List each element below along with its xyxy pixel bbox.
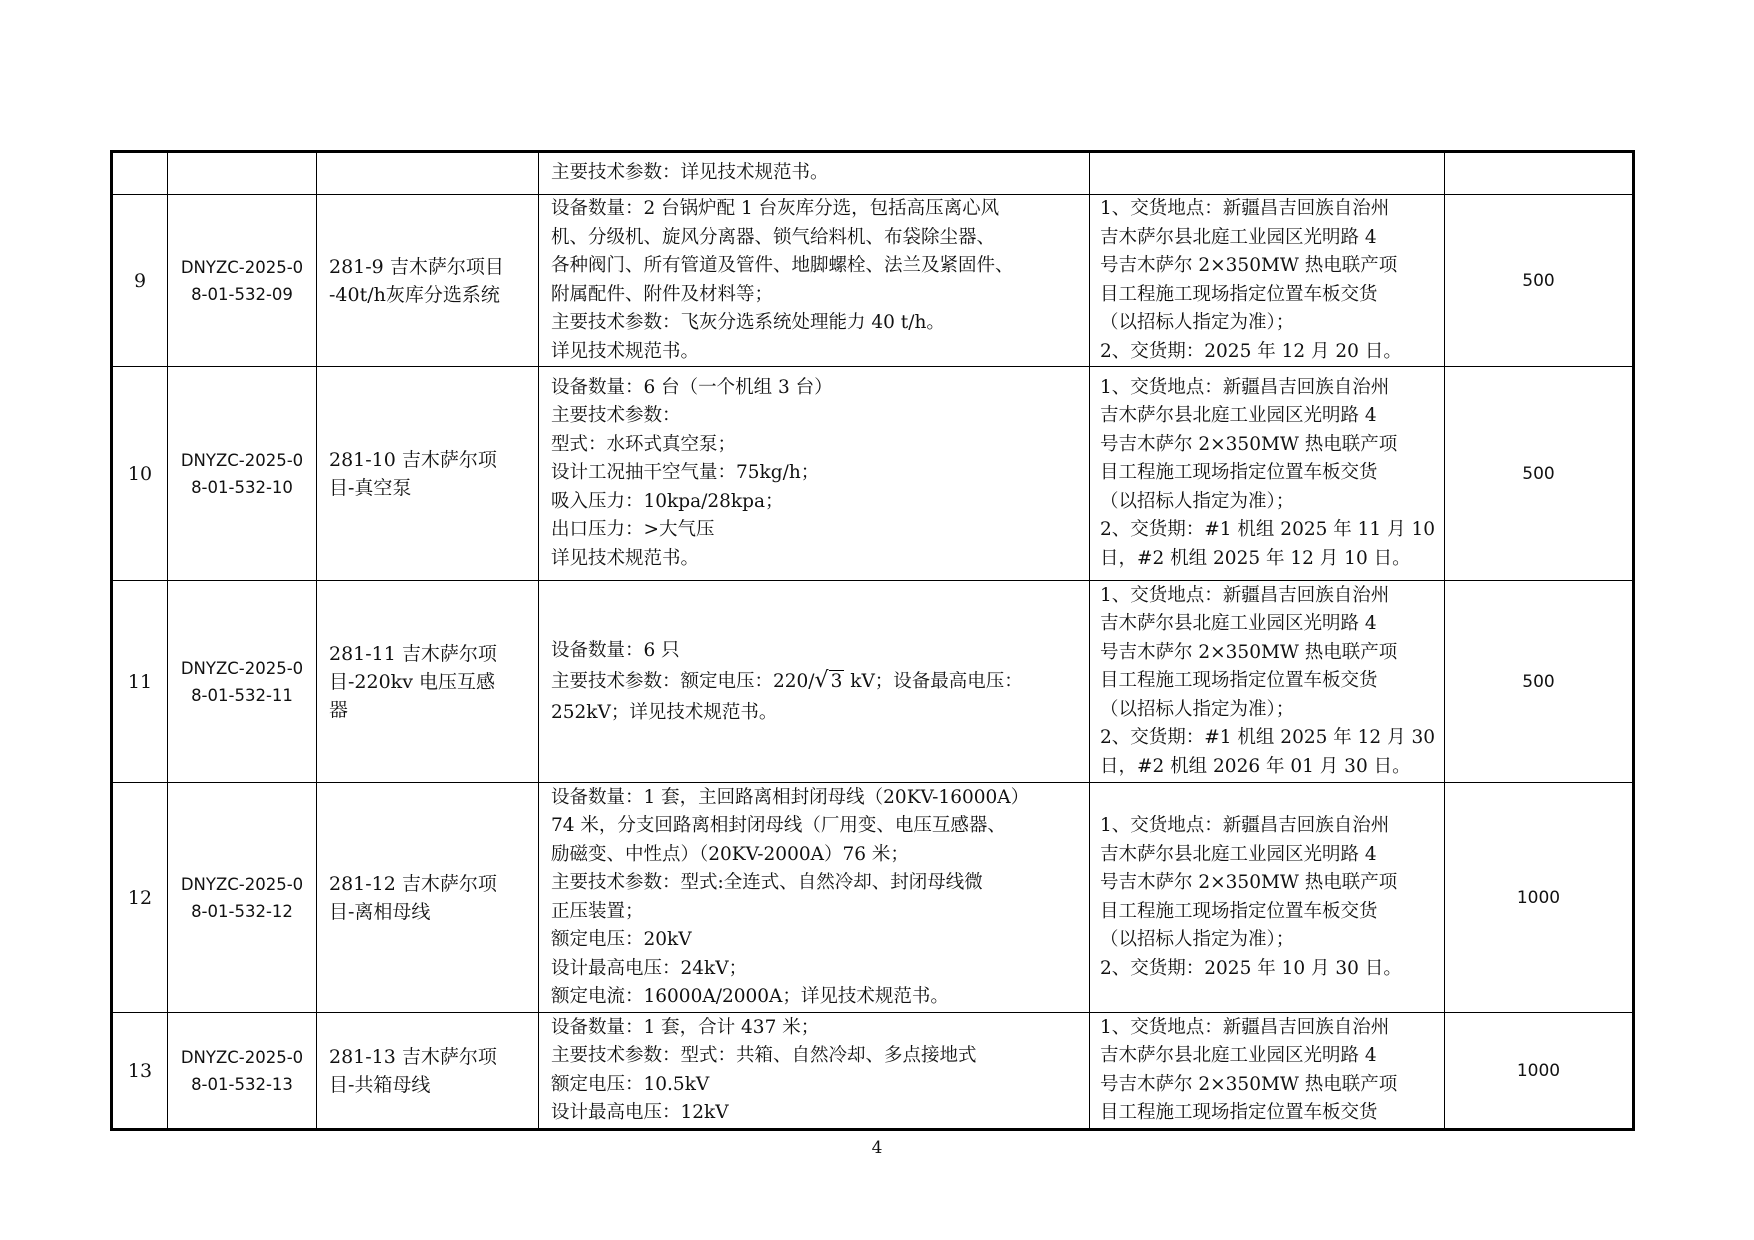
name-line: 281-13 吉木萨尔项 xyxy=(329,1045,497,1068)
name-line: 281-12 吉木萨尔项 xyxy=(329,872,497,895)
desc-line: 各种阀门、所有管道及管件、地脚螺栓、法兰及紧固件、 xyxy=(551,255,1014,276)
delivery-line: 号吉木萨尔 2×350MW 热电联产项 xyxy=(1100,872,1398,893)
delivery-line: 吉木萨尔县北庭工业园区光明路 4 xyxy=(1100,1045,1377,1066)
seq-cell: 9 xyxy=(112,195,168,367)
code-cell xyxy=(168,783,317,1013)
code-cell xyxy=(168,1013,317,1130)
name-cell xyxy=(317,783,539,1013)
desc-line: 型式：水环式真空泵； xyxy=(551,433,737,455)
delivery-cell xyxy=(1090,1013,1445,1130)
delivery-cell xyxy=(1090,367,1445,581)
code-cell xyxy=(168,152,317,195)
amount-cell: 500 xyxy=(1445,195,1634,367)
amount-cell: 500 xyxy=(1445,581,1634,783)
delivery-line: 1、交货地点：新疆昌吉回族自治州 xyxy=(1100,1016,1390,1038)
delivery-line: 目工程施工现场指定位置车板交货 xyxy=(1100,900,1378,922)
desc-line: 出口压力：>大气压 xyxy=(551,519,715,541)
delivery-line: 2、交货期：#1 机组 2025 年 12 月 30 xyxy=(1100,727,1435,749)
delivery-line: 目工程施工现场指定位置车板交货 xyxy=(1100,1102,1378,1123)
table-row xyxy=(112,367,1634,581)
desc-line: 附属配件、附件及材料等； xyxy=(551,283,774,305)
code-line: 8-01-532-11 xyxy=(191,685,293,705)
desc-line: 设备数量：6 只 xyxy=(551,640,680,661)
delivery-line: 2、交货期：#1 机组 2025 年 11 月 10 xyxy=(1100,519,1435,541)
delivery-line: 日，#2 机组 2026 年 01 月 30 日。 xyxy=(1100,755,1411,777)
code-line: 8-01-532-13 xyxy=(191,1074,293,1094)
delivery-line: 目工程施工现场指定位置车板交货 xyxy=(1100,283,1378,305)
delivery-cell xyxy=(1090,783,1445,1013)
desc-line: 主要技术参数：详见技术规范书。 xyxy=(551,162,829,184)
code-cell xyxy=(168,195,317,367)
seq-cell xyxy=(112,152,168,195)
amount-cell: 1000 xyxy=(1445,783,1634,1013)
desc-line: 主要技术参数：飞灰分选系统处理能力 40 t/h。 xyxy=(551,312,945,333)
desc-line: 额定电流：16000A/2000A；详见技术规范书。 xyxy=(551,986,949,1007)
code-line: 8-01-532-10 xyxy=(191,477,293,497)
amount-cell: 1000 xyxy=(1445,1013,1634,1130)
delivery-line: （以招标人指定为准）； xyxy=(1100,929,1295,950)
name-line: 目-真空泵 xyxy=(329,476,412,499)
page-number: 4 xyxy=(871,1138,883,1158)
desc-line: 详见技术规范书。 xyxy=(551,547,700,569)
delivery-line: 吉木萨尔县北庭工业园区光明路 4 xyxy=(1100,843,1377,865)
name-line: 281-9 吉木萨尔项目 xyxy=(329,255,504,278)
delivery-cell xyxy=(1090,581,1445,783)
sqrt-symbol: √ xyxy=(814,668,829,693)
desc-line: 正压装置； xyxy=(551,900,644,922)
name-line: 目-220kv 电压互感 xyxy=(329,670,495,693)
delivery-line: 号吉木萨尔 2×350MW 热电联产项 xyxy=(1100,433,1398,455)
delivery-line: 号吉木萨尔 2×350MW 热电联产项 xyxy=(1100,1073,1398,1095)
delivery-line: 1、交货地点：新疆昌吉回族自治州 xyxy=(1100,815,1390,836)
desc-cell xyxy=(539,195,1090,367)
desc-text: kV；设备最高电压： xyxy=(844,671,1023,692)
seq-cell: 10 xyxy=(112,367,168,581)
table-row xyxy=(112,152,1634,195)
name-cell xyxy=(317,1013,539,1130)
seq-cell: 12 xyxy=(112,783,168,1013)
desc-line: 主要技术参数：型式：共箱、自然冷却、多点接地式 xyxy=(551,1045,977,1066)
sqrt-radicand: 3 xyxy=(830,671,843,692)
table-row xyxy=(112,581,1634,783)
delivery-cell xyxy=(1090,195,1445,367)
desc-cell xyxy=(539,783,1090,1013)
code-line: DNYZC-2025-0 xyxy=(180,450,304,470)
code-line: DNYZC-2025-0 xyxy=(180,874,304,894)
name-line: 281-11 吉木萨尔项 xyxy=(329,642,497,665)
desc-line: 额定电压：20kV xyxy=(551,929,692,950)
desc-line: 主要技术参数： xyxy=(551,405,681,427)
seq-cell: 13 xyxy=(112,1013,168,1130)
amount-cell xyxy=(1445,152,1634,195)
table-row xyxy=(112,1013,1634,1130)
code-line: 8-01-532-12 xyxy=(191,901,293,921)
code-line: DNYZC-2025-0 xyxy=(180,1047,304,1067)
name-cell xyxy=(317,581,539,783)
delivery-line: 1、交货地点：新疆昌吉回族自治州 xyxy=(1100,584,1390,606)
desc-line: 252kV；详见技术规范书。 xyxy=(551,702,778,723)
delivery-line: 吉木萨尔县北庭工业园区光明路 4 xyxy=(1100,613,1377,635)
desc-line: 额定电压：10.5kV xyxy=(551,1073,710,1095)
code-cell xyxy=(168,581,317,783)
amount-cell: 500 xyxy=(1445,367,1634,581)
desc-line: 设备数量：1 套，主回路离相封闭母线（20KV-16000A） xyxy=(551,786,1030,808)
name-line: 器 xyxy=(329,698,349,721)
code-cell xyxy=(168,367,317,581)
table-row xyxy=(112,783,1634,1013)
desc-line: 设计最高电压：12kV xyxy=(551,1102,729,1123)
delivery-line: 目工程施工现场指定位置车板交货 xyxy=(1100,462,1378,484)
name-line: -40t/h灰库分选系统 xyxy=(329,283,500,306)
code-line: DNYZC-2025-0 xyxy=(180,257,304,277)
table-row xyxy=(112,195,1634,367)
delivery-line: 号吉木萨尔 2×350MW 热电联产项 xyxy=(1100,641,1398,663)
delivery-line: 日，#2 机组 2025 年 12 月 10 日。 xyxy=(1100,547,1411,569)
name-line: 目-共箱母线 xyxy=(329,1073,431,1096)
code-line: DNYZC-2025-0 xyxy=(180,658,304,678)
desc-line: 励磁变、中性点）（20KV-2000A）76 米； xyxy=(551,843,909,865)
name-cell xyxy=(317,195,539,367)
delivery-line: 1、交货地点：新疆昌吉回族自治州 xyxy=(1100,198,1390,219)
delivery-line: 2、交货期：2025 年 12 月 20 日。 xyxy=(1100,340,1402,362)
name-line: 281-10 吉木萨尔项 xyxy=(329,448,497,471)
name-cell xyxy=(317,367,539,581)
desc-line: 设计最高电压：24kV； xyxy=(551,957,748,979)
desc-line: 设备数量：1 套，合计 437 米； xyxy=(551,1016,820,1038)
delivery-line: （以招标人指定为准）； xyxy=(1100,490,1295,512)
desc-cell xyxy=(539,1013,1090,1130)
delivery-line: 吉木萨尔县北庭工业园区光明路 4 xyxy=(1100,226,1377,248)
desc-line xyxy=(551,666,1083,697)
desc-line: 设备数量：2 台锅炉配 1 台灰库分选，包括高压离心风 xyxy=(551,198,1000,219)
code-line: 8-01-532-09 xyxy=(191,284,293,304)
desc-line: 机、分级机、旋风分离器、锁气给料机、布袋除尘器、 xyxy=(551,226,996,248)
procurement-table xyxy=(110,150,1635,1131)
desc-line: 主要技术参数：型式:全连式、自然冷却、封闭母线微 xyxy=(551,872,983,893)
desc-line: 设备数量：6 台（一个机组 3 台） xyxy=(551,376,833,398)
name-line: 目-离相母线 xyxy=(329,900,431,923)
desc-cell xyxy=(539,152,1090,195)
delivery-line: 2、交货期：2025 年 10 月 30 日。 xyxy=(1100,957,1402,979)
desc-line: 详见技术规范书。 xyxy=(551,340,700,362)
delivery-cell xyxy=(1090,152,1445,195)
delivery-line: 1、交货地点：新疆昌吉回族自治州 xyxy=(1100,376,1390,398)
desc-text: 主要技术参数：额定电压：220/ xyxy=(551,671,815,692)
desc-line: 74 米，分支回路离相封闭母线（厂用变、电压互感器、 xyxy=(551,815,1006,836)
desc-cell xyxy=(539,367,1090,581)
delivery-line: 吉木萨尔县北庭工业园区光明路 4 xyxy=(1100,405,1377,427)
name-cell xyxy=(317,152,539,195)
delivery-line: （以招标人指定为准）； xyxy=(1100,698,1295,720)
delivery-line: 号吉木萨尔 2×350MW 热电联产项 xyxy=(1100,255,1398,276)
delivery-line: 目工程施工现场指定位置车板交货 xyxy=(1100,670,1378,692)
desc-cell xyxy=(539,581,1090,783)
delivery-line: （以招标人指定为准）； xyxy=(1100,312,1295,333)
seq-cell: 11 xyxy=(112,581,168,783)
desc-line: 设计工况抽干空气量：75kg/h； xyxy=(551,462,820,484)
desc-line: 吸入压力：10kpa/28kpa； xyxy=(551,490,784,512)
